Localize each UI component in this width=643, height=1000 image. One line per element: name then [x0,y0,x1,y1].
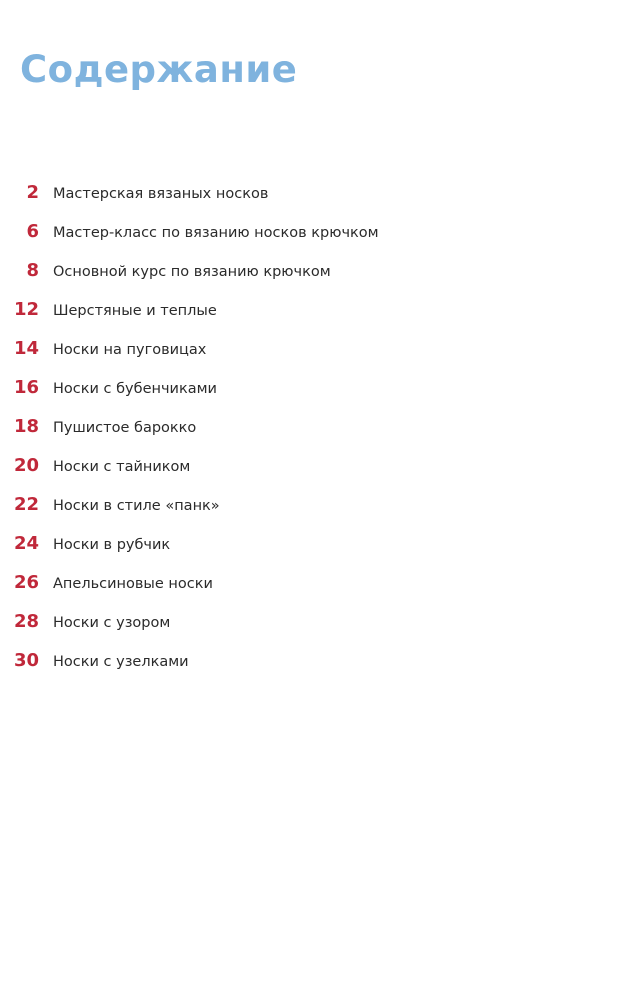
toc-entry-title: Носки с бубенчиками [53,381,217,397]
toc-entry [0,490,600,529]
toc-entry-title: Носки с узелками [53,654,189,670]
toc-entry [0,607,600,646]
toc-entry [0,412,600,451]
toc-page-number: 16 [13,377,39,398]
toc-entry-title: Носки в рубчик [53,537,171,553]
toc-entry-title: Мастер-класс по вязанию носков крючком [53,225,379,241]
toc-page-number: 12 [13,299,39,320]
toc-entry [0,373,600,412]
toc-page-number: 28 [13,611,39,632]
toc-entry-title: Мастерская вязаных носков [53,186,269,202]
table-of-contents [0,178,600,685]
toc-entry-title: Носки на пуговицах [53,342,207,358]
toc-entry [0,568,600,607]
toc-page-number: 2 [26,182,39,203]
toc-page-number: 6 [26,221,39,242]
toc-entry [0,646,600,685]
toc-page-number: 22 [13,494,39,515]
page-title: Содержание [20,48,298,91]
toc-page-number: 26 [13,572,39,593]
toc-entry-title: Носки в стиле «панк» [53,498,220,514]
toc-entry [0,178,600,217]
toc-entry [0,217,600,256]
toc-page-number: 14 [13,338,39,359]
toc-entry [0,529,600,568]
toc-entry-title: Апельсиновые носки [53,576,213,592]
toc-entry [0,334,600,373]
toc-page-number: 30 [13,650,39,671]
toc-page-number: 18 [13,416,39,437]
toc-page-number: 24 [13,533,39,554]
toc-entry [0,451,600,490]
toc-entry-title: Носки с узором [53,615,171,631]
toc-entry-title: Носки с тайником [53,459,191,475]
toc-page-number: 8 [26,260,39,281]
toc-entry [0,295,600,334]
toc-entry [0,256,600,295]
toc-entry-title: Пушистое барокко [53,420,197,436]
toc-entry-title: Шерстяные и теплые [53,303,217,319]
toc-page-number: 20 [13,455,39,476]
toc-entry-title: Основной курс по вязанию крючком [53,264,331,280]
